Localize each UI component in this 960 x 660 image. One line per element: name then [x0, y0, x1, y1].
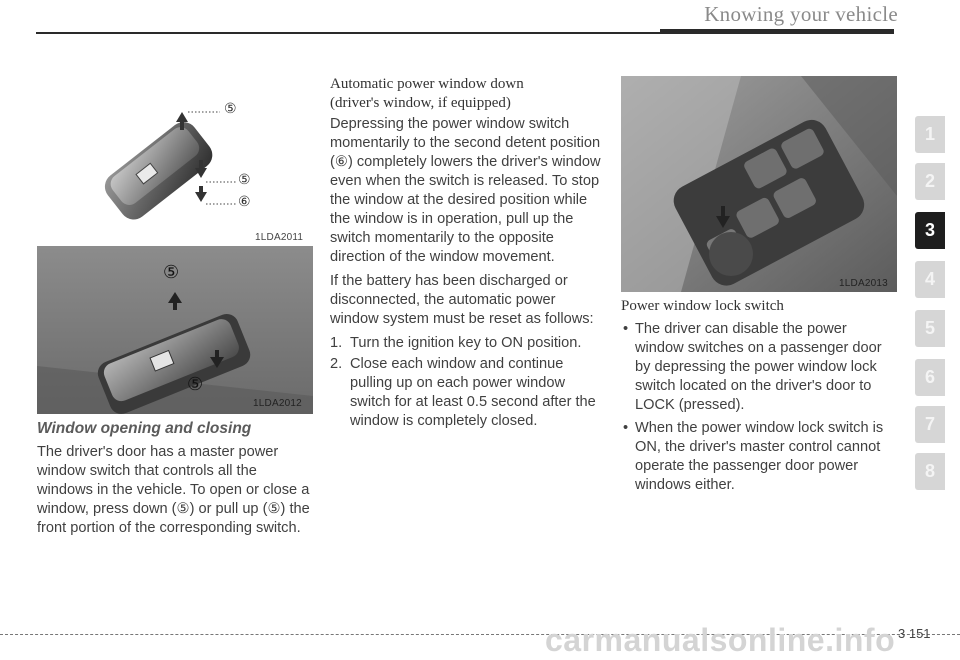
chapter-tab-1[interactable]: 1 [915, 116, 945, 153]
chapter-tab-8[interactable]: 8 [915, 453, 945, 490]
page-header-title: Knowing your vehicle [704, 2, 898, 26]
chapter-tab-5[interactable]: 5 [915, 310, 945, 347]
chapter-tab-7[interactable]: 7 [915, 406, 945, 443]
section-heading-auto-down [330, 75, 610, 113]
figure-lock-switch-photo [621, 76, 897, 292]
heading-line-2: (driver's window, if equipped) [330, 95, 511, 111]
callout-5-photo-up: ⑤ [163, 262, 180, 282]
reset-steps-list [330, 334, 604, 431]
list-item: 1. Turn the ignition key to ON position. [330, 335, 582, 351]
heading-line-1: Automatic power window down [330, 76, 524, 92]
figure-code-2: 1LDA2012 [253, 398, 302, 409]
callout-5-up: ⑤ [224, 100, 237, 116]
section-heading-window-opening: Window opening and closing [37, 420, 252, 437]
lock-switch-photo [621, 76, 897, 292]
figure-window-switch-photo [37, 246, 313, 414]
window-switch-illustration [98, 90, 298, 230]
header-rule-accent [660, 29, 894, 34]
chapter-tab-6[interactable]: 6 [915, 359, 945, 396]
figure-code-3: 1LDA2013 [839, 278, 888, 289]
chapter-tab-4[interactable]: 4 [915, 261, 945, 298]
middle-column-body [330, 115, 604, 433]
watermark-text: carmanualsonline.info [545, 622, 896, 658]
window-opening-paragraph: The driver's door has a master power window switch that controls all the windows in the vehicle. To open or close a window, press down (⑤) or pull up (⑤) the front portion of the corresponding switch. [37, 444, 310, 536]
callout-6-down: ⑥ [238, 193, 251, 209]
lock-switch-bullets [621, 320, 897, 495]
list-item: • When the power window lock switch is ON, the driver's master control cannot operate the passenger door power windows either. [621, 419, 897, 495]
list-item: 2. Close each window and continue pulling up on each power window switch for at least 0.5 second after the window is completely closed. [330, 356, 596, 429]
chapter-tab-3[interactable]: 3 [915, 212, 945, 249]
reset-paragraph: If the battery has been discharged or disconnected, the automatic power window system must be reset as follows: [330, 273, 594, 327]
figure-window-switch-diagram [98, 90, 298, 230]
figure-code-1: 1LDA2011 [255, 232, 304, 243]
left-column-body [37, 443, 313, 543]
chapter-tab-2[interactable]: 2 [915, 163, 945, 200]
page-number: 3 151 [898, 626, 931, 641]
right-column-body [621, 320, 897, 499]
callout-5-photo-down: ⑤ [187, 374, 204, 394]
section-heading-lock-switch: Power window lock switch [621, 298, 784, 314]
auto-down-paragraph: Depressing the power window switch momentarily to the second detent position (⑥) completely lowers the driver's window even when the switch is released. To stop the window at the desired position while the window is in operation, pull up the switch momentarily to the opposite direction of the window movement. [330, 116, 601, 265]
list-item: • The driver can disable the power window switches on a passenger door by depressing the power window lock switch located on the driver's door to LOCK (pressed). [621, 320, 897, 415]
callout-5-down: ⑤ [238, 171, 251, 187]
